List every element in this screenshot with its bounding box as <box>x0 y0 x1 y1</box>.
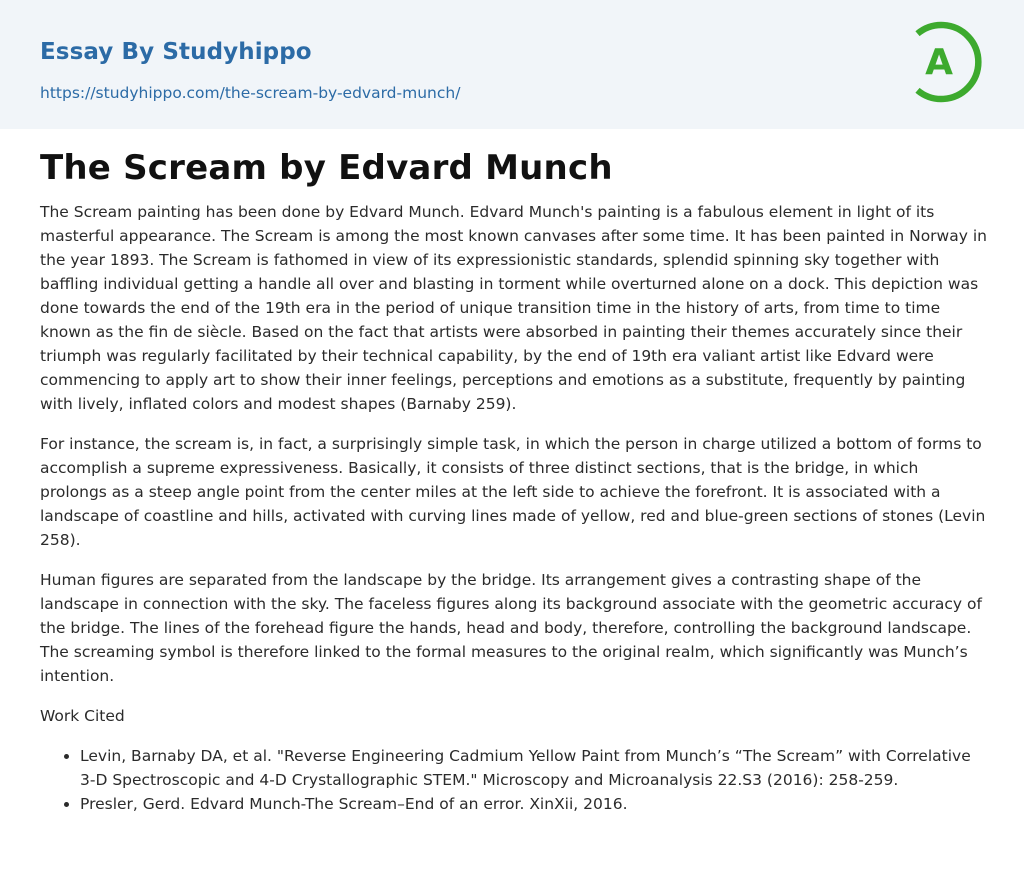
citation-list <box>40 744 988 816</box>
work-cited-heading: Work Cited <box>40 707 125 725</box>
site-brand[interactable]: Essay By Studyhippo <box>40 39 312 65</box>
article <box>40 146 988 816</box>
site-header <box>0 0 1024 129</box>
article-paragraph-1: The Scream painting has been done by Edvard Munch. Edvard Munch's painting is a fabulous element in light of its masterful appearance. The Scream is among the most known canvases after some time. It has been painted in Norway in the year 1893. The Scream is fathomed in view of its expressionistic standards, splendid spinning sky together with baffling individual getting a handle all over and blasting in torment while overturned alone on a dock. This depiction was done towards the end of the 19th era in the period of unique transition time in the history of arts, from time to time known as the fin de siècle. Based on the fact that artists were absorbed in painting their themes accurately since their triumph was regularly facilitated by their technical capability, by the end of 19th era valiant artist like Edvard were commencing to apply art to show their inner feelings, perceptions and emotions as a substitute, frequently by painting with lively, inflated colors and modest shapes (Barnaby 259). <box>40 203 987 413</box>
citation-item: • Levin, Barnaby DA, et al. "Reverse Engineering Cadmium Yellow Paint from Munch’s “The Scream” with Correlative 3-D Spectroscopic and 4-D Crystallographic STEM." Microscopy and Microanalysis 22.S3 (2016): 258-259. <box>80 744 988 792</box>
citation-item: • Presler, Gerd. Edvard Munch-The Scream–End of an error. XinXii, 2016. <box>80 792 988 816</box>
article-paragraph-2: For instance, the scream is, in fact, a surprisingly simple task, in which the person in charge utilized a bottom of forms to accomplish a supreme expressiveness. Basically, it consists of three distinct sections, that is the bridge, in which prolongs as a steep angle point from the center miles at the left side to achieve the forefront. It is associated with a landscape of coastline and hills, activated with curving lines made of yellow, red and blue-green sections of stones (Levin 258). <box>40 435 986 549</box>
article-title: The Scream by Edvard Munch <box>40 148 613 188</box>
grade-a-logo-icon <box>912 19 986 105</box>
article-paragraph-3: Human figures are separated from the landscape by the bridge. Its arrangement gives a contrasting shape of the landscape in connection with the sky. The faceless figures along its background associate with the geometric accuracy of the bridge. The lines of the forehead figure the hands, head and body, therefore, controlling the background landscape. The screaming symbol is therefore linked to the formal measures to the original realm, which significantly was Munch’s intention. <box>40 571 982 685</box>
logo-letter: A <box>925 42 953 83</box>
page-url-link[interactable]: https://studyhippo.com/the-scream-by-edvard-munch/ <box>40 84 461 102</box>
